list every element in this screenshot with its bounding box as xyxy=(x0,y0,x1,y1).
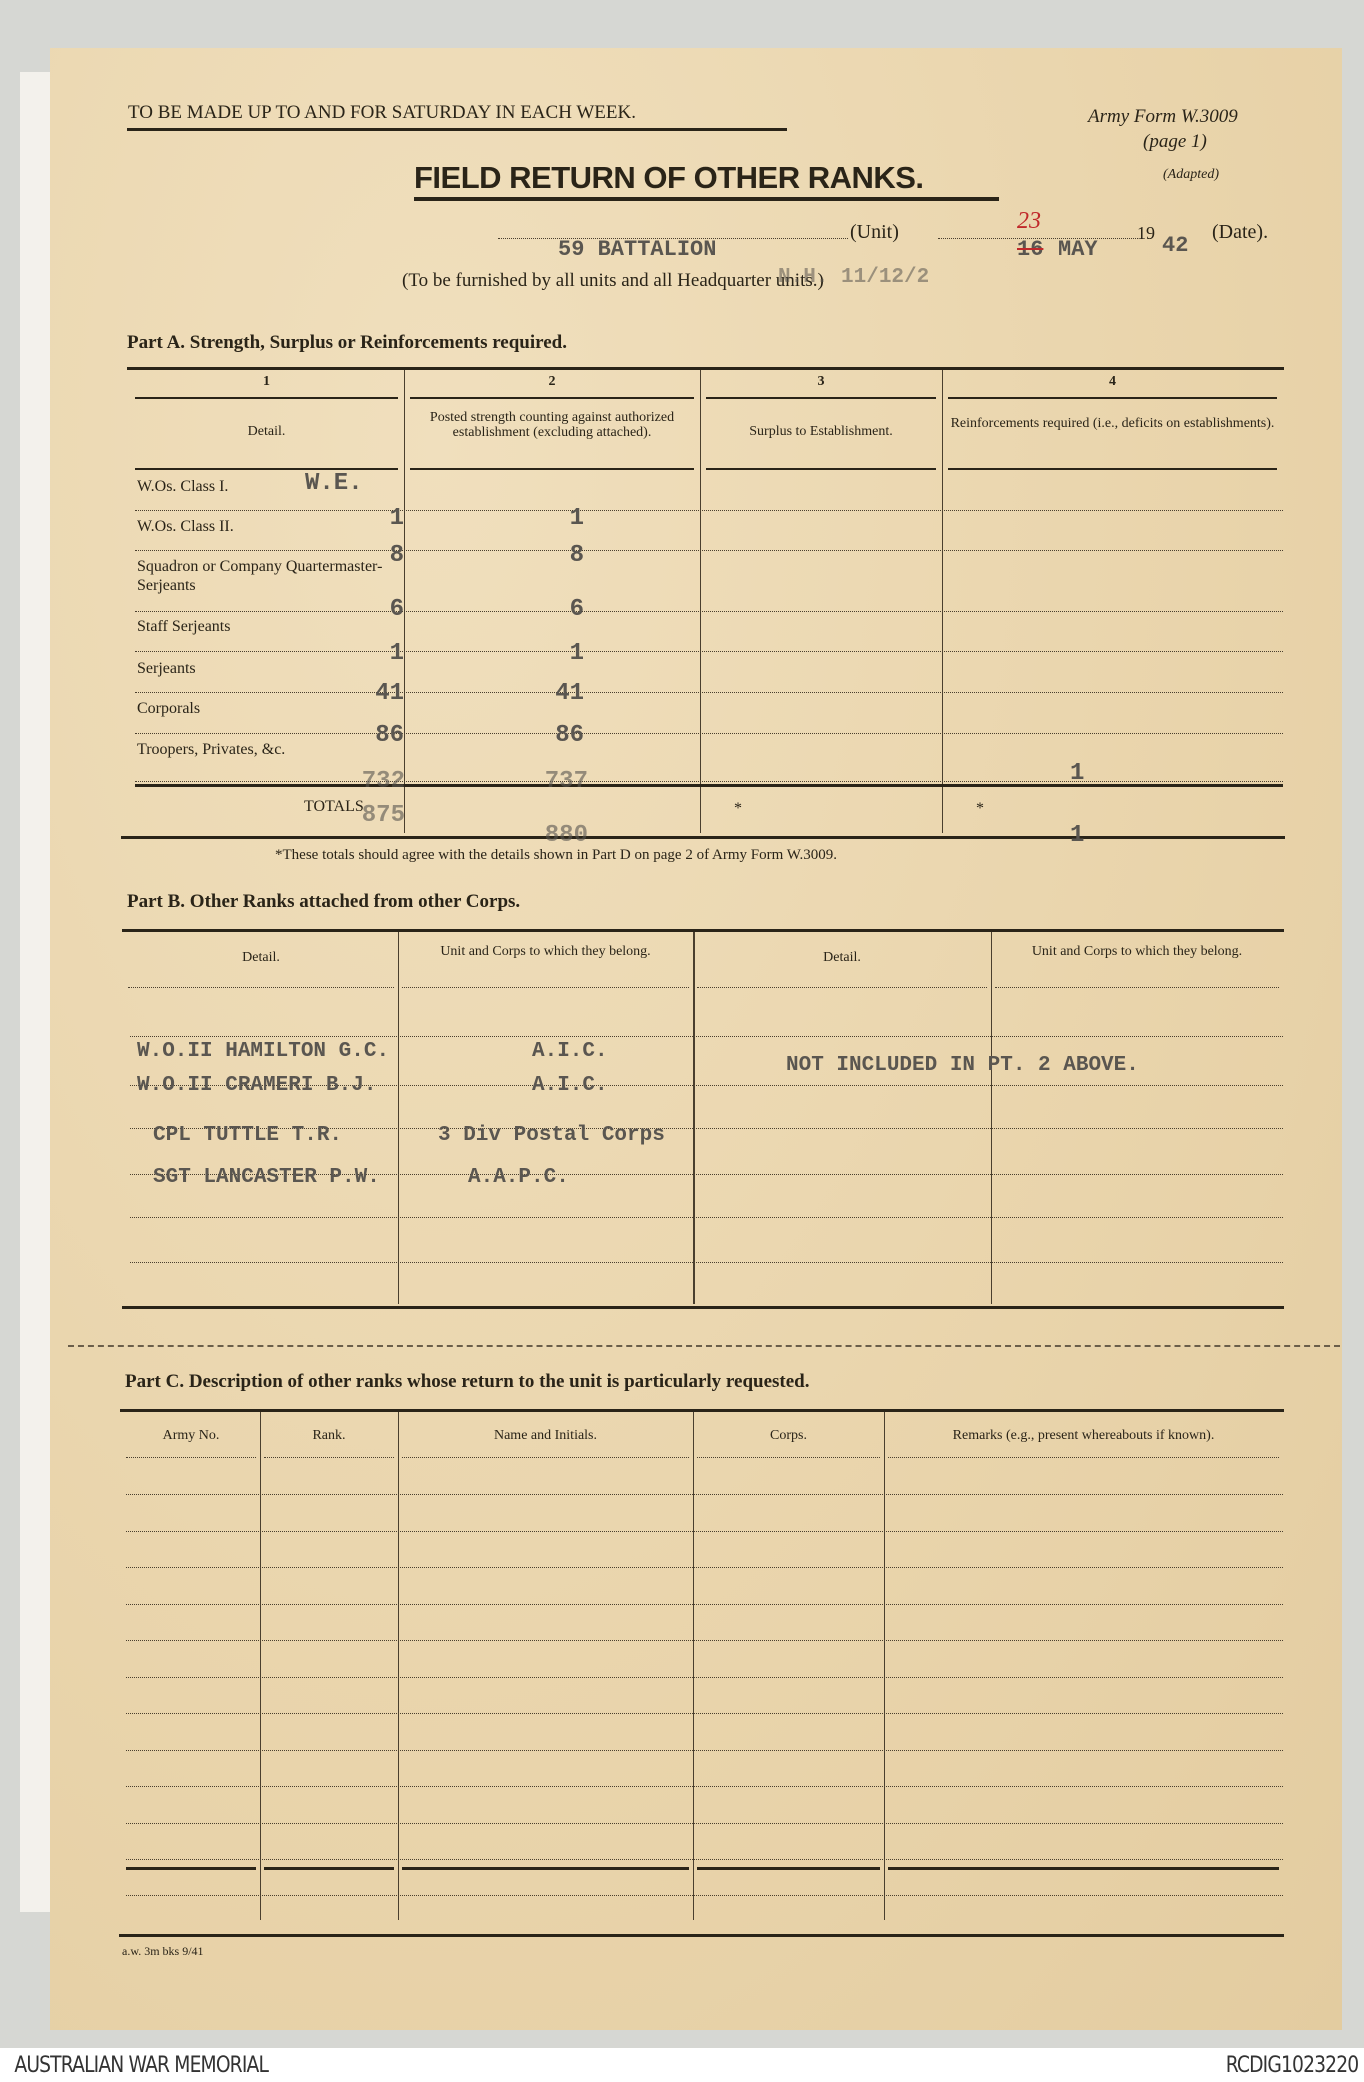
tear-line xyxy=(68,1345,1340,1347)
establishment-value: 41 xyxy=(375,680,404,707)
row-line xyxy=(126,1604,1283,1605)
title-underline xyxy=(414,197,999,201)
date-label: (Date). xyxy=(1212,221,1269,243)
instruction-underline xyxy=(127,128,787,131)
part-a-title: Part A. Strength, Surplus or Reinforcements required. xyxy=(127,332,567,353)
attached-unit: 3 Div Postal Corps xyxy=(438,1124,665,1147)
column-header: Corps. xyxy=(770,1428,807,1443)
row-line xyxy=(135,733,1283,734)
part-b-bottom-rule xyxy=(122,1306,1284,1309)
total-rule xyxy=(402,1867,689,1870)
column-divider xyxy=(398,1412,399,1920)
column-header: Reinforcements required (i.e., deficits on establishments). xyxy=(950,416,1275,431)
row-line xyxy=(135,611,1283,612)
column-header: Unit and Corps to which they belong. xyxy=(440,944,651,959)
header-rule xyxy=(706,397,936,399)
row-line xyxy=(135,550,1283,551)
attached-unit: A.I.C. xyxy=(532,1040,608,1063)
row-line xyxy=(126,1531,1283,1532)
totals-rule xyxy=(121,836,1285,839)
column-number: 3 xyxy=(817,374,825,389)
header-rule xyxy=(410,468,694,470)
unit-label: (Unit) xyxy=(850,221,899,243)
establishment-value: 6 xyxy=(389,596,404,623)
column-divider xyxy=(884,1412,885,1920)
header-rule xyxy=(135,397,398,399)
attached-unit: A.A.P.C. xyxy=(468,1166,569,1189)
total-rule xyxy=(697,1867,880,1870)
column-number: 1 xyxy=(263,374,270,389)
row-line xyxy=(126,1713,1283,1714)
archive-id: RCDIG1023220 xyxy=(1225,2053,1359,2078)
date-month: MAY xyxy=(1058,237,1098,262)
column-header: Posted strength counting against authorized establishment (excluding attached). xyxy=(429,410,675,440)
establishment-value: 8 xyxy=(389,542,404,569)
page-label: (page 1) xyxy=(1143,131,1207,152)
date-correction: 23 xyxy=(1017,208,1041,234)
part-a-footnote: *These totals should agree with the details shown in Part D on page 2 of Army Form W.3009. xyxy=(275,847,838,863)
row-line xyxy=(126,1567,1283,1568)
part-a-top-rule xyxy=(127,367,1284,370)
attached-detail: W.O.II CRAMERI B.J. xyxy=(137,1074,377,1097)
total-rule xyxy=(888,1867,1279,1870)
posted-value: 86 xyxy=(555,722,584,749)
row-line xyxy=(126,1494,1283,1495)
total-reinforcements: 1 xyxy=(1070,822,1085,849)
establishment-value: 1 xyxy=(389,505,404,532)
column-divider xyxy=(398,932,399,1304)
bottom-rule xyxy=(119,1934,1284,1937)
attached-unit: A.I.C. xyxy=(532,1074,608,1097)
part-b-title: Part B. Other Ranks attached from other Corps. xyxy=(127,891,521,912)
column-header: Detail. xyxy=(823,950,861,965)
attached-detail: W.O.II HAMILTON G.C. xyxy=(137,1040,390,1063)
header-rule xyxy=(706,468,936,470)
establishment-value: 1 xyxy=(389,640,404,667)
header-line xyxy=(128,987,394,988)
column-header: Surplus to Establishment. xyxy=(749,424,893,439)
header-line xyxy=(697,1457,880,1458)
header-line xyxy=(264,1457,394,1458)
typed-reference: N.H. 11/12/2 xyxy=(778,266,930,289)
header-rule xyxy=(410,397,694,399)
posted-value: 41 xyxy=(555,680,584,707)
header-rule xyxy=(948,468,1277,470)
not-included-note: NOT INCLUDED IN PT. 2 ABOVE. xyxy=(786,1054,1139,1077)
row-line xyxy=(126,1640,1283,1641)
posted-value: 8 xyxy=(569,542,584,569)
row-label: Staff Serjeants xyxy=(137,618,231,635)
column-header: Detail. xyxy=(247,424,286,439)
row-line xyxy=(130,1036,1283,1037)
row-label: Squadron or Company Quartermaster-Serjeants xyxy=(137,558,383,594)
total-rule xyxy=(264,1867,394,1870)
posted-value: 6 xyxy=(569,596,584,623)
page-title: FIELD RETURN OF OTHER RANKS. xyxy=(414,160,924,195)
column-divider xyxy=(404,370,405,833)
row-line xyxy=(126,1823,1283,1824)
form-id: Army Form W.3009 xyxy=(1088,106,1238,127)
column-divider xyxy=(693,1412,694,1920)
total-establishment: 875 xyxy=(361,802,405,829)
header-line xyxy=(995,987,1279,988)
column-header: Unit and Corps to which they belong. xyxy=(1031,944,1243,959)
header-line xyxy=(402,987,689,988)
column-header: Army No. xyxy=(162,1428,220,1443)
subtotal-posted: 737 xyxy=(544,768,588,795)
subtotal-rule xyxy=(135,784,1283,787)
header-line xyxy=(888,1457,1279,1458)
header-rule xyxy=(948,397,1277,399)
row-line xyxy=(126,1895,1283,1896)
total-posted: 880 xyxy=(544,822,588,849)
attached-detail: CPL TUTTLE T.R. xyxy=(153,1124,343,1147)
archive-name: AUSTRALIAN WAR MEMORIAL xyxy=(14,2053,269,2078)
establishment-value: 86 xyxy=(375,722,404,749)
row-label: Troopers, Privates, &c. xyxy=(137,741,286,758)
column-divider xyxy=(260,1412,261,1920)
row-label: W.Os. Class I. xyxy=(137,478,229,495)
header-line xyxy=(697,987,987,988)
row-line xyxy=(130,1262,1283,1263)
column-number: 2 xyxy=(548,374,556,389)
subtotal-establishment: 732 xyxy=(361,768,405,795)
subtotal-reinforcements: 1 xyxy=(1070,760,1085,787)
date-day-struck: 16 xyxy=(1017,237,1044,262)
row-line xyxy=(126,1750,1283,1751)
column-header: Name and Initials. xyxy=(493,1428,598,1443)
column-divider xyxy=(942,370,943,833)
row-label: Corporals xyxy=(137,700,201,717)
column-header: Rank. xyxy=(312,1428,346,1443)
total-rule xyxy=(126,1867,256,1870)
adapted-label: (Adapted) xyxy=(1163,167,1219,182)
date-century: 19 xyxy=(1137,223,1155,243)
column-divider xyxy=(693,932,695,1304)
establishment-value: W.E. xyxy=(305,470,363,497)
row-line xyxy=(135,510,1283,511)
row-line xyxy=(135,781,1283,782)
row-line xyxy=(126,1677,1283,1678)
row-label: Serjeants xyxy=(137,660,196,677)
row-line xyxy=(126,1859,1283,1860)
row-line xyxy=(135,692,1283,693)
attached-detail: SGT LANCASTER P.W. xyxy=(153,1166,380,1189)
date-year: 42 xyxy=(1162,233,1189,258)
header-line xyxy=(402,1457,689,1458)
unit-value: 59 BATTALION xyxy=(558,237,717,262)
header-line xyxy=(126,1457,256,1458)
posted-value: 1 xyxy=(569,640,584,667)
row-line xyxy=(130,1217,1283,1218)
column-header: Remarks (e.g., present whereabouts if known). xyxy=(952,1428,1215,1443)
totals-label: TOTALS xyxy=(304,798,364,815)
reinforcement-asterisk: * xyxy=(976,800,984,817)
column-header: Detail. xyxy=(242,950,280,965)
row-line xyxy=(135,651,1283,652)
posted-value: 1 xyxy=(569,505,584,532)
instruction-text: TO BE MADE UP TO AND FOR SATURDAY IN EACH WEEK. xyxy=(128,102,636,123)
row-label: W.Os. Class II. xyxy=(137,518,234,535)
column-divider xyxy=(700,370,701,833)
surplus-asterisk: * xyxy=(734,800,742,817)
column-number: 4 xyxy=(1109,374,1116,389)
part-c-title: Part C. Description of other ranks whose return to the unit is particularly requested. xyxy=(125,1371,810,1392)
furnished-note: (To be furnished by all units and all Headquarter units.) xyxy=(402,270,824,291)
part-c-top-rule xyxy=(120,1409,1284,1412)
print-code: a.w. 3m bks 9/41 xyxy=(122,1944,204,1958)
row-line xyxy=(126,1786,1283,1787)
part-b-top-rule xyxy=(122,929,1284,932)
column-divider xyxy=(991,932,992,1304)
